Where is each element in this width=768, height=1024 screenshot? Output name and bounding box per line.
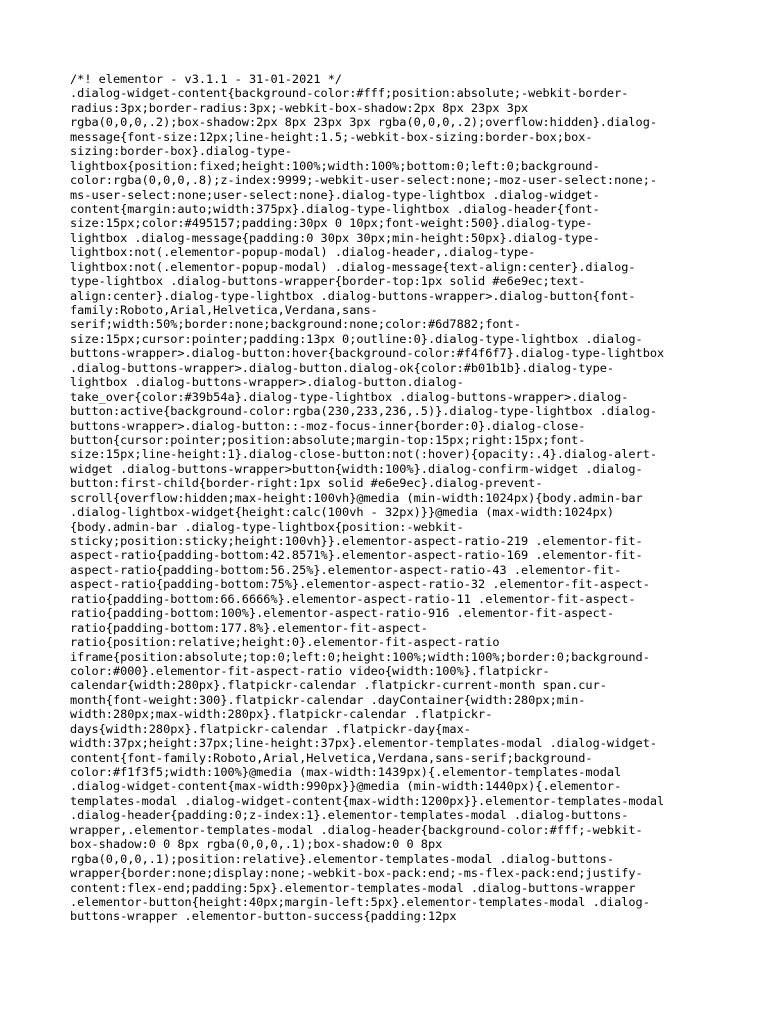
code-line: ratio{padding-bottom:66.6666%}.elementor-aspect-ratio-11 .elementor-fit-aspect- bbox=[70, 591, 636, 606]
code-line: sticky;position:sticky;height:100vh}}.elementor-aspect-ratio-219 .elementor-fit- bbox=[70, 534, 643, 548]
code-line: {body.admin-bar .dialog-type-lightbox{position:-webkit- bbox=[70, 519, 464, 534]
code-line: .dialog-widget-content{background-color:#fff;position:absolute;-webkit-border- bbox=[70, 86, 629, 101]
code-line: .dialog-widget-content{max-width:990px}}@media (min-width:1440px){.elementor- bbox=[70, 779, 622, 794]
code-line: message{font-size:12px;line-height:1.5;-webkit-box-sizing:border-box;box- bbox=[70, 129, 593, 144]
code-line: ms-user-select:none;user-select:none}.dialog-type-lightbox .dialog-widget- bbox=[70, 187, 600, 202]
code-line: size:15px;line-height:1}.dialog-close-button:not(:hover){opacity:.4}.dialog-alert- bbox=[70, 447, 658, 462]
code-line: width:37px;height:37px;line-height:37px}.elementor-templates-modal .dialog-widget- bbox=[70, 736, 658, 751]
code-line: scroll{overflow:hidden;max-height:100vh}@media (min-width:1024px){body.admin-bar bbox=[70, 490, 643, 505]
code-line: widget .dialog-buttons-wrapper>button{width:100%}.dialog-confirm-widget .dialog- bbox=[70, 461, 643, 476]
code-line: .dialog-header{padding:0;z-index:1}.elementor-templates-modal .dialog-buttons- bbox=[70, 808, 629, 823]
code-line: serif;width:50%;border:none;background:none;color:#6d7882;font- bbox=[70, 317, 522, 332]
code-line: type-lightbox .dialog-buttons-wrapper{border-top:1px solid #e6e9ec;text- bbox=[70, 274, 586, 289]
code-line: buttons-wrapper .elementor-button-success{padding:12px bbox=[70, 909, 457, 924]
code-line: button:active{background-color:rgba(230,233,236,.5)}.dialog-type-lightbox .dialog- bbox=[70, 404, 658, 419]
code-line: content:flex-end;padding:5px}.elementor-templates-modal .dialog-buttons-wrapper bbox=[70, 880, 636, 895]
code-line: content{font-family:Roboto,Arial,Helvetica,Verdana,sans-serif;background- bbox=[70, 750, 593, 765]
code-line: aspect-ratio{padding-bottom:56.25%}.elementor-aspect-ratio-43 .elementor-fit- bbox=[70, 562, 622, 577]
code-line: rgba(0,0,0,.1);position:relative}.elementor-templates-modal .dialog-buttons- bbox=[70, 851, 615, 866]
code-line: lightbox{position:fixed;height:100%;width:100%;bottom:0;left:0;background- bbox=[70, 158, 600, 173]
code-line: color:#f1f3f5;width:100%}@media (max-width:1439px){.elementor-templates-modal bbox=[70, 765, 622, 779]
code-line: lightbox .dialog-message{padding:0 30px 30px;min-height:50px}.dialog-type- bbox=[70, 230, 600, 245]
css-source-text bbox=[70, 72, 700, 924]
code-line: buttons-wrapper>.dialog-button::-moz-focus-inner{border:0}.dialog-close- bbox=[70, 418, 586, 433]
code-line: .dialog-buttons-wrapper>.dialog-button.dialog-ok{color:#b01b1b}.dialog-type- bbox=[70, 360, 615, 375]
code-line: aspect-ratio{padding-bottom:42.8571%}.elementor-aspect-ratio-169 .elementor-fit- bbox=[70, 548, 643, 563]
code-line: .dialog-lightbox-widget{height:calc(100vh - 32px)}}@media (max-width:1024px) bbox=[70, 505, 615, 520]
code-line: aspect-ratio{padding-bottom:75%}.elementor-aspect-ratio-32 .elementor-fit-aspect- bbox=[70, 577, 650, 592]
code-line: rgba(0,0,0,.2);box-shadow:2px 8px 23px 3px rgba(0,0,0,.2);overflow:hidden}.dialog- bbox=[70, 115, 658, 130]
code-line: size:15px;cursor:pointer;padding:13px 0;outline:0}.dialog-type-lightbox .dialog- bbox=[70, 331, 643, 346]
code-line: button{cursor:pointer;position:absolute;margin-top:15px;right:15px;font- bbox=[70, 432, 586, 447]
code-line: content{margin:auto;width:375px}.dialog-type-lightbox .dialog-header{font- bbox=[70, 201, 600, 216]
code-line: days{width:280px}.flatpickr-calendar .flatpickr-day{max- bbox=[70, 721, 471, 736]
code-line: lightbox:not(.elementor-popup-modal) .dialog-header,.dialog-type- bbox=[70, 245, 536, 260]
code-line: take_over{color:#39b54a}.dialog-type-lightbox .dialog-buttons-wrapper>.dialog- bbox=[70, 389, 629, 404]
code-line: radius:3px;border-radius:3px;-webkit-box-shadow:2px 8px 23px 3px bbox=[70, 100, 529, 115]
code-line: calendar{width:280px}.flatpickr-calendar .flatpickr-current-month span.cur- bbox=[70, 678, 607, 693]
code-line: .elementor-button{height:40px;margin-left:5px}.elementor-templates-modal .dialog- bbox=[70, 894, 650, 909]
code-line: box-shadow:0 0 8px rgba(0,0,0,.1);box-shadow:0 0 8px bbox=[70, 837, 443, 852]
code-line: /*! elementor - v3.1.1 - 31-01-2021 */ bbox=[70, 72, 343, 86]
code-line: lightbox .dialog-buttons-wrapper>.dialog-button.dialog- bbox=[70, 375, 464, 390]
code-line: button:first-child{border-right:1px solid #e6e9ec}.dialog-prevent- bbox=[70, 476, 543, 491]
code-line: family:Roboto,Arial,Helvetica,Verdana,sans- bbox=[70, 303, 378, 317]
code-line: month{font-weight:300}.flatpickr-calendar .dayContainer{width:280px;min- bbox=[70, 692, 586, 707]
code-line: color:rgba(0,0,0,.8);z-index:9999;-webkit-user-select:none;-moz-user-select:none;- bbox=[70, 173, 658, 188]
code-line: ratio{padding-bottom:100%}.elementor-aspect-ratio-916 .elementor-fit-aspect- bbox=[70, 606, 615, 621]
code-line: templates-modal .dialog-widget-content{max-width:1200px}}.elementor-templates-modal bbox=[70, 793, 665, 808]
code-line: sizing:border-box}.dialog-type- bbox=[70, 144, 292, 159]
code-line: color:#000}.elementor-fit-aspect-ratio video{width:100%}.flatpickr- bbox=[70, 663, 550, 678]
code-line: buttons-wrapper>.dialog-button:hover{background-color:#f4f6f7}.dialog-type-lightbox bbox=[70, 346, 665, 361]
code-line: ratio{position:relative;height:0}.elementor-fit-aspect-ratio bbox=[70, 635, 500, 650]
code-line: iframe{position:absolute;top:0;left:0;height:100%;width:100%;border:0;background- bbox=[70, 649, 650, 664]
code-line: align:center}.dialog-type-lightbox .dialog-buttons-wrapper>.dialog-button{font- bbox=[70, 288, 636, 303]
code-line: width:280px;max-width:280px}.flatpickr-calendar .flatpickr- bbox=[70, 707, 493, 722]
code-line: wrapper,.elementor-templates-modal .dialog-header{background-color:#fff;-webkit- bbox=[70, 822, 643, 837]
code-line: lightbox:not(.elementor-popup-modal) .dialog-message{text-align:center}.dialog- bbox=[70, 259, 636, 274]
code-line: ratio{padding-bottom:177.8%}.elementor-fit-aspect- bbox=[70, 620, 428, 635]
code-line: size:15px;color:#495157;padding:30px 0 10px;font-weight:500}.dialog-type- bbox=[70, 216, 593, 231]
code-line: wrapper{border:none;display:none;-webkit-box-pack:end;-ms-flex-pack:end;justify- bbox=[70, 866, 643, 881]
